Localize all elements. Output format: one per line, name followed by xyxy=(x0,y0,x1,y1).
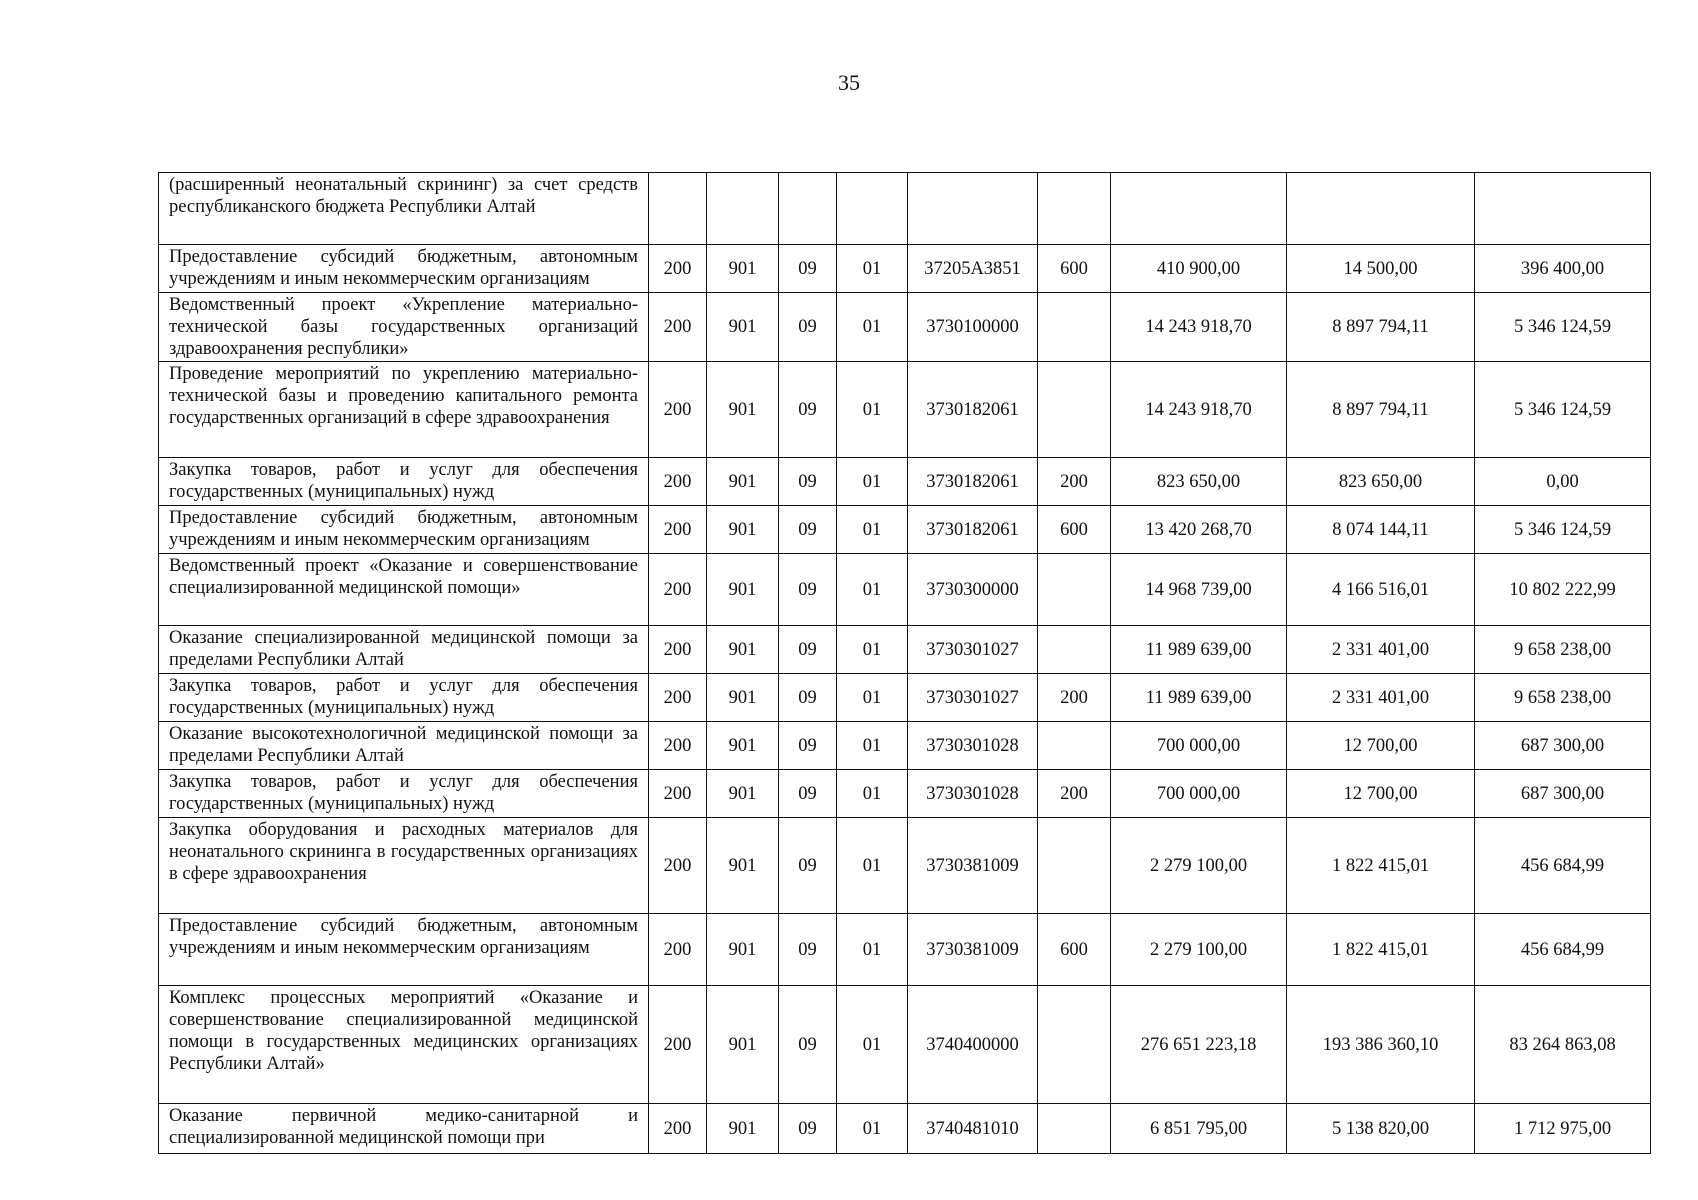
expense-type-code: 600 xyxy=(1038,506,1111,554)
row-name: Предоставление субсидий бюджетным, автономным учреждениям и иным некоммерческим организациям xyxy=(159,245,649,293)
division-code: 09 xyxy=(779,818,837,914)
amount-federal: 193 386 360,10 xyxy=(1287,986,1475,1104)
target-article-code: 3740400000 xyxy=(908,986,1038,1104)
ministry-code: 901 xyxy=(707,770,779,818)
row-name: Оказание высокотехнологичной медицинской помощи за пределами Республики Алтай xyxy=(159,722,649,770)
section-code: 200 xyxy=(649,818,707,914)
division-code: 09 xyxy=(779,554,837,626)
expense-type-code: 600 xyxy=(1038,914,1111,986)
row-name: Ведомственный проект «Оказание и совершенствование специализированной медицинской помощи» xyxy=(159,554,649,626)
amount-federal: 2 331 401,00 xyxy=(1287,626,1475,674)
amount-regional: 5 346 124,59 xyxy=(1475,293,1651,362)
expense-type-code xyxy=(1038,293,1111,362)
subdivision-code: 01 xyxy=(837,674,908,722)
ministry-code: 901 xyxy=(707,506,779,554)
row-name: Закупка оборудования и расходных материалов для неонатального скрининга в государственных организациях в сфере здравоохранения xyxy=(159,818,649,914)
ministry-code: 901 xyxy=(707,1104,779,1154)
table-row xyxy=(159,626,1651,674)
ministry-code: 901 xyxy=(707,722,779,770)
division-code: 09 xyxy=(779,362,837,458)
subdivision-code: 01 xyxy=(837,818,908,914)
table-row xyxy=(159,245,1651,293)
amount-total: 700 000,00 xyxy=(1111,770,1287,818)
row-name: Комплекс процессных мероприятий «Оказание и совершенствование специализированной медицинской помощи в государственных медицинских организациях Республики Алтай» xyxy=(159,986,649,1104)
subdivision-code: 01 xyxy=(837,506,908,554)
amount-regional: 687 300,00 xyxy=(1475,770,1651,818)
amount-total: 410 900,00 xyxy=(1111,245,1287,293)
subdivision-code: 01 xyxy=(837,1104,908,1154)
table-row xyxy=(159,458,1651,506)
amount-federal: 2 331 401,00 xyxy=(1287,674,1475,722)
division-code: 09 xyxy=(779,506,837,554)
subdivision-code: 01 xyxy=(837,245,908,293)
amount-total: 823 650,00 xyxy=(1111,458,1287,506)
amount-federal: 12 700,00 xyxy=(1287,770,1475,818)
amount-regional: 1 712 975,00 xyxy=(1475,1104,1651,1154)
amount-regional: 83 264 863,08 xyxy=(1475,986,1651,1104)
ministry-code: 901 xyxy=(707,986,779,1104)
ministry-code: 901 xyxy=(707,554,779,626)
section-code: 200 xyxy=(649,770,707,818)
row-name: Предоставление субсидий бюджетным, автономным учреждениям и иным некоммерческим организациям xyxy=(159,506,649,554)
subdivision-code: 01 xyxy=(837,554,908,626)
section-code: 200 xyxy=(649,1104,707,1154)
amount-federal: 14 500,00 xyxy=(1287,245,1475,293)
table-row xyxy=(159,770,1651,818)
amount-federal: 8 897 794,11 xyxy=(1287,362,1475,458)
expense-type-code: 200 xyxy=(1038,674,1111,722)
target-article-code: 3730381009 xyxy=(908,818,1038,914)
amount-regional: 5 346 124,59 xyxy=(1475,506,1651,554)
amount-federal: 8 074 144,11 xyxy=(1287,506,1475,554)
amount-total: 14 243 918,70 xyxy=(1111,293,1287,362)
division-code: 09 xyxy=(779,293,837,362)
amount-regional: 9 658 238,00 xyxy=(1475,626,1651,674)
target-article-code: 3730182061 xyxy=(908,506,1038,554)
section-code: 200 xyxy=(649,362,707,458)
table-row xyxy=(159,554,1651,626)
amount-regional xyxy=(1475,173,1651,245)
expense-type-code: 200 xyxy=(1038,770,1111,818)
subdivision-code: 01 xyxy=(837,986,908,1104)
section-code: 200 xyxy=(649,674,707,722)
division-code: 09 xyxy=(779,1104,837,1154)
table-row xyxy=(159,674,1651,722)
division-code: 09 xyxy=(779,674,837,722)
table-row xyxy=(159,914,1651,986)
section-code: 200 xyxy=(649,458,707,506)
section-code: 200 xyxy=(649,722,707,770)
subdivision-code: 01 xyxy=(837,722,908,770)
row-name: Закупка товаров, работ и услуг для обеспечения государственных (муниципальных) нужд xyxy=(159,674,649,722)
section-code: 200 xyxy=(649,245,707,293)
row-name: Оказание первичной медико-санитарной и специализированной медицинской помощи при xyxy=(159,1104,649,1154)
ministry-code: 901 xyxy=(707,362,779,458)
ministry-code: 901 xyxy=(707,626,779,674)
amount-regional: 456 684,99 xyxy=(1475,914,1651,986)
amount-federal: 8 897 794,11 xyxy=(1287,293,1475,362)
amount-total: 2 279 100,00 xyxy=(1111,818,1287,914)
expense-type-code: 600 xyxy=(1038,245,1111,293)
amount-federal: 1 822 415,01 xyxy=(1287,914,1475,986)
amount-total: 14 968 739,00 xyxy=(1111,554,1287,626)
row-name: Ведомственный проект «Укрепление материально-технической базы государственных организаций здравоохранения республики» xyxy=(159,293,649,362)
amount-total: 6 851 795,00 xyxy=(1111,1104,1287,1154)
amount-total: 700 000,00 xyxy=(1111,722,1287,770)
table-row xyxy=(159,986,1651,1104)
division-code: 09 xyxy=(779,722,837,770)
amount-total: 11 989 639,00 xyxy=(1111,674,1287,722)
amount-federal: 5 138 820,00 xyxy=(1287,1104,1475,1154)
amount-federal: 823 650,00 xyxy=(1287,458,1475,506)
ministry-code: 901 xyxy=(707,818,779,914)
amount-federal: 1 822 415,01 xyxy=(1287,818,1475,914)
division-code: 09 xyxy=(779,626,837,674)
ministry-code: 901 xyxy=(707,914,779,986)
row-name: Проведение мероприятий по укреплению материально-технической базы и проведению капитального ремонта государственных организаций в сфере здравоохранения xyxy=(159,362,649,458)
target-article-code: 37205А3851 xyxy=(908,245,1038,293)
target-article-code: 3730300000 xyxy=(908,554,1038,626)
subdivision-code: 01 xyxy=(837,626,908,674)
amount-total: 276 651 223,18 xyxy=(1111,986,1287,1104)
subdivision-code: 01 xyxy=(837,362,908,458)
division-code: 09 xyxy=(779,986,837,1104)
table-row xyxy=(159,818,1651,914)
target-article-code: 3730301027 xyxy=(908,674,1038,722)
expense-type-code xyxy=(1038,986,1111,1104)
subdivision-code xyxy=(837,173,908,245)
amount-federal: 12 700,00 xyxy=(1287,722,1475,770)
ministry-code: 901 xyxy=(707,293,779,362)
table-row xyxy=(159,722,1651,770)
table-row xyxy=(159,1104,1651,1154)
row-name: (расширенный неонатальный скрининг) за счет средств республиканского бюджета Республики Алтай xyxy=(159,173,649,245)
section-code: 200 xyxy=(649,554,707,626)
division-code: 09 xyxy=(779,770,837,818)
amount-regional: 10 802 222,99 xyxy=(1475,554,1651,626)
table-row xyxy=(159,506,1651,554)
subdivision-code: 01 xyxy=(837,458,908,506)
table-row xyxy=(159,362,1651,458)
row-name: Оказание специализированной медицинской помощи за пределами Республики Алтай xyxy=(159,626,649,674)
expense-type-code xyxy=(1038,173,1111,245)
target-article-code: 3730301028 xyxy=(908,722,1038,770)
expense-type-code xyxy=(1038,626,1111,674)
row-name: Закупка товаров, работ и услуг для обеспечения государственных (муниципальных) нужд xyxy=(159,458,649,506)
amount-regional: 9 658 238,00 xyxy=(1475,674,1651,722)
division-code: 09 xyxy=(779,458,837,506)
amount-regional: 687 300,00 xyxy=(1475,722,1651,770)
expense-type-code xyxy=(1038,1104,1111,1154)
ministry-code: 901 xyxy=(707,245,779,293)
amount-total: 11 989 639,00 xyxy=(1111,626,1287,674)
amount-total: 2 279 100,00 xyxy=(1111,914,1287,986)
amount-total: 13 420 268,70 xyxy=(1111,506,1287,554)
section-code: 200 xyxy=(649,986,707,1104)
target-article-code: 3740481010 xyxy=(908,1104,1038,1154)
expense-type-code: 200 xyxy=(1038,458,1111,506)
expense-type-code xyxy=(1038,722,1111,770)
amount-total xyxy=(1111,173,1287,245)
target-article-code: 3730301027 xyxy=(908,626,1038,674)
amount-regional: 0,00 xyxy=(1475,458,1651,506)
budget-table xyxy=(158,172,1651,1154)
amount-regional: 396 400,00 xyxy=(1475,245,1651,293)
target-article-code: 3730182061 xyxy=(908,458,1038,506)
target-article-code xyxy=(908,173,1038,245)
section-code xyxy=(649,173,707,245)
division-code: 09 xyxy=(779,245,837,293)
expense-type-code xyxy=(1038,818,1111,914)
ministry-code: 901 xyxy=(707,458,779,506)
division-code xyxy=(779,173,837,245)
section-code: 200 xyxy=(649,914,707,986)
table-row xyxy=(159,173,1651,245)
target-article-code: 3730301028 xyxy=(908,770,1038,818)
expense-type-code xyxy=(1038,554,1111,626)
page-number: 35 xyxy=(838,70,860,95)
section-code: 200 xyxy=(649,293,707,362)
target-article-code: 3730182061 xyxy=(908,362,1038,458)
amount-federal: 4 166 516,01 xyxy=(1287,554,1475,626)
amount-regional: 5 346 124,59 xyxy=(1475,362,1651,458)
section-code: 200 xyxy=(649,626,707,674)
subdivision-code: 01 xyxy=(837,914,908,986)
amount-federal xyxy=(1287,173,1475,245)
row-name: Закупка товаров, работ и услуг для обеспечения государственных (муниципальных) нужд xyxy=(159,770,649,818)
target-article-code: 3730381009 xyxy=(908,914,1038,986)
target-article-code: 3730100000 xyxy=(908,293,1038,362)
amount-total: 14 243 918,70 xyxy=(1111,362,1287,458)
subdivision-code: 01 xyxy=(837,770,908,818)
division-code: 09 xyxy=(779,914,837,986)
row-name: Предоставление субсидий бюджетным, автономным учреждениям и иным некоммерческим организациям xyxy=(159,914,649,986)
expense-type-code xyxy=(1038,362,1111,458)
ministry-code: 901 xyxy=(707,674,779,722)
amount-regional: 456 684,99 xyxy=(1475,818,1651,914)
subdivision-code: 01 xyxy=(837,293,908,362)
ministry-code xyxy=(707,173,779,245)
table-row xyxy=(159,293,1651,362)
section-code: 200 xyxy=(649,506,707,554)
